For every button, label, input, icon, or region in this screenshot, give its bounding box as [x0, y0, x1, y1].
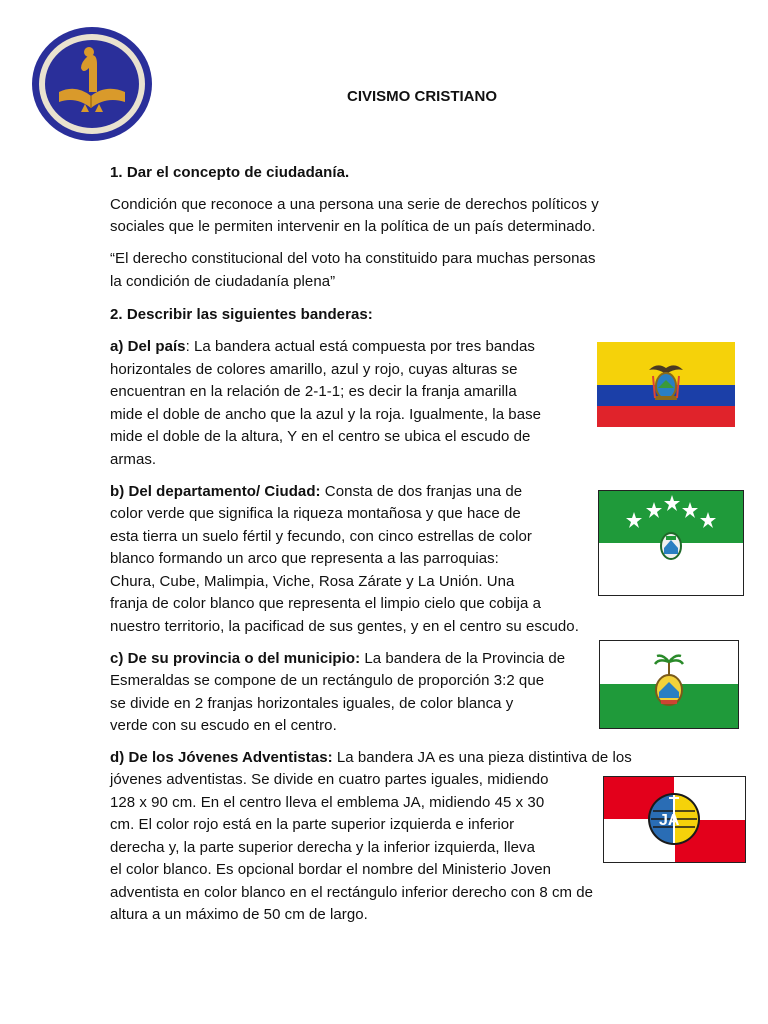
q2d-first-line	[110, 747, 632, 770]
q2d-line: jóvenes adventistas. Se divide en cuatro partes iguales, midiendo	[110, 771, 549, 788]
q2b-line: blanco formando un arco que representa a las parroquias:	[110, 550, 499, 567]
q2-heading: 2. Describir las siguientes banderas:	[110, 306, 373, 323]
ja-flag	[603, 776, 746, 863]
q2c-label: c) De su provincia o del municipio:	[110, 650, 361, 667]
q1-quote-line: “El derecho constitucional del voto ha constituido para muchas personas	[110, 250, 596, 267]
city-flag	[598, 490, 744, 596]
q2b-label: b) Del departamento/ Ciudad:	[110, 483, 321, 500]
q1-answer-line: sociales que le permiten intervenir en la política de un país determinado.	[110, 218, 596, 235]
q2b-line: Chura, Cube, Malimpia, Viche, Rosa Zárate y La Unión. Una	[110, 573, 515, 590]
q2a-label: a) Del país	[110, 338, 186, 355]
q2a-line: armas.	[110, 451, 157, 468]
ecuador-flag	[597, 342, 735, 427]
q1-answer-line: Condición que reconoce a una persona una serie de derechos políticos y	[110, 196, 599, 213]
q2d-line: adventista en color blanco en el rectángulo inferior derecho con 8 cm de	[110, 884, 594, 901]
q2c-first-line	[110, 648, 565, 671]
q2a-first-line	[110, 336, 535, 359]
q2b-line: franja de color blanco que representa el limpio cielo que cobija a	[110, 595, 542, 612]
q2c-line: verde con su escudo en el centro.	[110, 717, 337, 734]
q2b-first-line	[110, 481, 522, 504]
q2a-line: encuentran en la relación de 2-1-1; es decir la franja amarilla	[110, 383, 517, 400]
q2b-line: nuestro territorio, la pacificad de sus gentes, y en el centro su escudo.	[110, 618, 579, 635]
q1-quote-line: la condición de ciudadanía plena”	[110, 273, 336, 290]
esmeraldas-flag	[599, 640, 739, 729]
class-badge-emblem	[31, 26, 153, 142]
q2d-first-text: La bandera JA es una pieza distintiva de los	[332, 749, 632, 766]
q2a-line: mide el doble de la altura, Y en el centro se ubica el escudo de	[110, 428, 531, 445]
q2d-line: 128 x 90 cm. En el centro lleva el emblema JA, midiendo 45 x 30	[110, 794, 545, 811]
q2b-line: esta tierra un suelo fértil y fecundo, con cinco estrellas de color	[110, 528, 532, 545]
q2b-line: color verde que significa la riqueza montañosa y que hace de	[110, 505, 521, 522]
q2d-label: d) De los Jóvenes Adventistas:	[110, 749, 333, 766]
q2d-line: el color blanco. Es opcional bordar el nombre del Ministerio Joven	[110, 861, 552, 878]
q2a-line: horizontales de colores amarillo, azul y rojo, cuyas alturas se	[110, 361, 518, 378]
ja-emblem-text: JA	[659, 812, 680, 829]
q2c-line: se divide en 2 franjas horizontales iguales, de color blanca y	[110, 695, 514, 712]
q2c-first-text: La bandera de la Provincia de	[360, 650, 566, 667]
document-title: CIVISMO CRISTIANO	[347, 88, 498, 105]
q2c-line: Esmeraldas se compone de un rectángulo de proporción 3:2 que	[110, 672, 545, 689]
q2d-line: altura a un máximo de 50 cm de largo.	[110, 906, 368, 923]
q2b-first-text: Consta de dos franjas una de	[320, 483, 523, 500]
q2d-line: derecha y, la parte superior derecha y la inferior izquierda, lleva	[110, 839, 535, 856]
q1-heading: 1. Dar el concepto de ciudadanía.	[110, 164, 350, 181]
q2d-line: cm. El color rojo está en la parte superior izquierda e inferior	[110, 816, 515, 833]
q2a-line: mide el doble de ancho que la azul y la roja. Igualmente, la base	[110, 406, 542, 423]
q2a-first-text: : La bandera actual está compuesta por tres bandas	[185, 338, 535, 355]
